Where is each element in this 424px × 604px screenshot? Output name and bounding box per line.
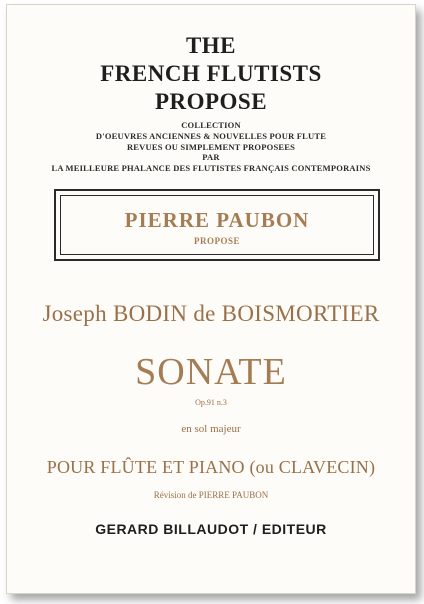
collection-line2: D'OEUVRES ANCIENNES & NOUVELLES POUR FLUTE xyxy=(95,131,327,141)
composer-name: Joseph BODIN de BOISMORTIER xyxy=(42,301,380,326)
presenter-inner-frame xyxy=(60,195,374,255)
collection-line1: COLLECTION xyxy=(181,120,241,130)
presenter-label: PROPOSE xyxy=(193,236,240,246)
series-title-line1: THE xyxy=(185,33,237,58)
collection-line3: REVUES OU SIMPLEMENT PROPOSEES xyxy=(126,142,296,152)
key-signature: en sol majeur xyxy=(181,423,241,435)
series-title-line3: PROPOSE xyxy=(154,89,268,114)
publisher-name: GERARD BILLAUDOT / EDITEUR xyxy=(95,521,327,537)
opus-number: Op.91 n.3 xyxy=(195,398,227,407)
instrumentation: POUR FLÛTE ET PIANO (ou CLAVECIN) xyxy=(46,457,376,477)
score-cover xyxy=(6,4,416,594)
presenter-name: PIERRE PAUBON xyxy=(124,208,310,232)
revision-credit: Révision de PIERRE PAUBON xyxy=(153,490,269,500)
collection-line5: LA MEILLEURE PHALANCE DES FLUTISTES FRANÇAIS CONTEMPORAINS xyxy=(51,163,371,173)
collection-line4: PAR xyxy=(202,152,220,162)
work-title: SONATE xyxy=(135,351,287,393)
presenter-frame xyxy=(54,189,380,261)
series-title-line2: FRENCH FLUTISTS xyxy=(100,61,322,86)
